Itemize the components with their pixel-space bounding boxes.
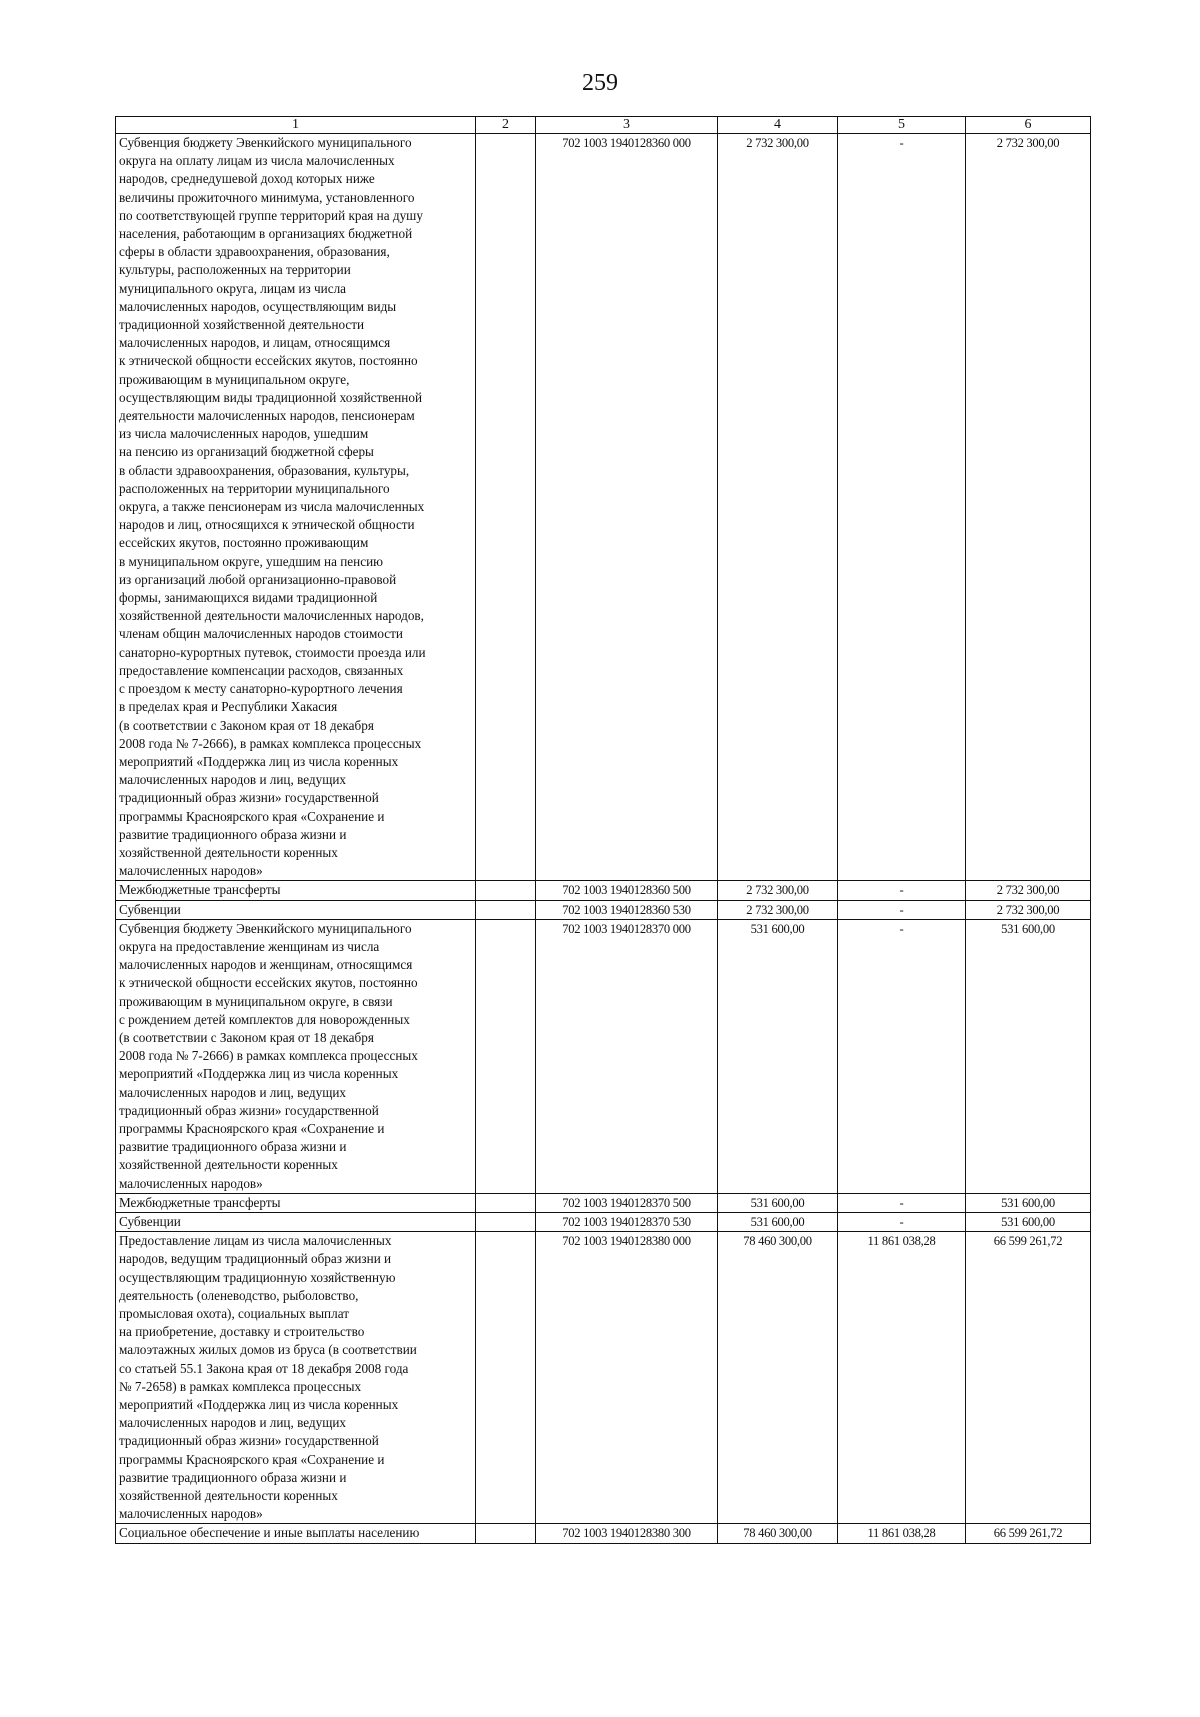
row-column-4-amount: 531 600,00 (718, 1193, 838, 1212)
row-column-2 (476, 1524, 536, 1543)
row-budget-code: 702 1003 1940128370 000 (536, 919, 718, 1193)
row-column-6-amount: 531 600,00 (966, 1212, 1091, 1231)
row-budget-code: 702 1003 1940128380 300 (536, 1524, 718, 1543)
table-row (116, 881, 1091, 900)
table-row (116, 1232, 1091, 1524)
row-column-4-amount: 2 732 300,00 (718, 900, 838, 919)
row-column-2 (476, 919, 536, 1193)
column-header-6: 6 (966, 117, 1091, 134)
column-header-5: 5 (838, 117, 966, 134)
row-column-5-amount: 11 861 038,28 (838, 1524, 966, 1543)
row-column-6-amount: 2 732 300,00 (966, 881, 1091, 900)
table-row (116, 134, 1091, 881)
row-column-4-amount: 78 460 300,00 (718, 1524, 838, 1543)
row-column-6-amount: 66 599 261,72 (966, 1232, 1091, 1524)
row-budget-code: 702 1003 1940128370 530 (536, 1212, 718, 1231)
row-description: Субвенции (116, 1212, 476, 1231)
row-column-2 (476, 1212, 536, 1231)
table-row (116, 1524, 1091, 1543)
row-column-2 (476, 900, 536, 919)
row-column-5-amount: - (838, 919, 966, 1193)
row-column-6-amount: 531 600,00 (966, 1193, 1091, 1212)
column-header-4: 4 (718, 117, 838, 134)
row-column-2 (476, 134, 536, 881)
row-column-5-amount: - (838, 1193, 966, 1212)
row-column-4-amount: 78 460 300,00 (718, 1232, 838, 1524)
table-header-row (116, 117, 1091, 134)
row-column-6-amount: 2 732 300,00 (966, 134, 1091, 881)
column-header-1: 1 (116, 117, 476, 134)
row-description: Социальное обеспечение и иные выплаты населению (116, 1524, 476, 1543)
row-budget-code: 702 1003 1940128370 500 (536, 1193, 718, 1212)
row-column-6-amount: 2 732 300,00 (966, 900, 1091, 919)
row-description: Субвенция бюджету Эвенкийского муниципального округа на оплату лицам из числа малочисленных народов, среднедушевой доход которых ниже величины прожиточного минимума, установленного по соответствующей группе территорий края на душу населения, работающим в организациях бюджетной сферы в области здравоохранения, образования, культуры, расположенных на территории муниципального округа, лицам из числа малочисленных народов, осуществляющим виды традиционной хозяйственной деятельности малочисленных народов, и лицам, относящимся к этнической общности ессейских якутов, постоянно проживающим в муниципальном округе, осуществляющим виды традиционной хозяйственной деятельности малочисленных народов, пенсионерам из числа малочисленных народов, ушедшим на пенсию из организаций бюджетной сферы в области здравоохранения, образования, культуры, расположенных на территории муниципального округа, а также пенсионерам из числа малочисленных народов и лиц, относящихся к этнической общности ессейских якутов, постоянно проживающим в муниципальном округе, ушедшим на пенсию из организаций любой организационно-правовой формы, занимающихся видами традиционной хозяйственной деятельности малочисленных народов, членам общин малочисленных народов стоимости санаторно-курортных путевок, стоимости проезда или предоставление компенсации расходов, связанных с проездом к месту санаторно-курортного лечения в пределах края и Республики Хакасия (в соответствии с Законом края от 18 декабря 2008 года № 7-2666), в рамках комплекса процессных мероприятий «Поддержка лиц из числа коренных малочисленных народов и лиц, ведущих традиционный образ жизни» государственной программы Красноярского края «Сохранение и развитие традиционного образа жизни и хозяйственной деятельности коренных малочисленных народов» (116, 134, 476, 881)
row-column-2 (476, 881, 536, 900)
column-header-2: 2 (476, 117, 536, 134)
row-column-4-amount: 2 732 300,00 (718, 134, 838, 881)
budget-table (115, 116, 1091, 1544)
row-column-5-amount: - (838, 1212, 966, 1231)
row-description: Межбюджетные трансферты (116, 1193, 476, 1212)
column-header-3: 3 (536, 117, 718, 134)
page-number: 259 (582, 70, 618, 96)
row-description: Предоставление лицам из числа малочисленных народов, ведущим традиционный образ жизни и осуществляющим традиционную хозяйственную деятельность (оленеводство, рыболовство, промысловая охота), социальных выплат на приобретение, доставку и строительство малоэтажных жилых домов из бруса (в соответствии со статьей 55.1 Закона края от 18 декабря 2008 года № 7-2658) в рамках комплекса процессных мероприятий «Поддержка лиц из числа коренных малочисленных народов и лиц, ведущих традиционный образ жизни» государственной программы Красноярского края «Сохранение и развитие традиционного образа жизни и хозяйственной деятельности коренных малочисленных народов» (116, 1232, 476, 1524)
row-column-4-amount: 2 732 300,00 (718, 881, 838, 900)
row-budget-code: 702 1003 1940128380 000 (536, 1232, 718, 1524)
table-row (116, 900, 1091, 919)
row-column-4-amount: 531 600,00 (718, 1212, 838, 1231)
row-column-4-amount: 531 600,00 (718, 919, 838, 1193)
table-row (116, 1193, 1091, 1212)
table-row (116, 919, 1091, 1193)
row-column-6-amount: 531 600,00 (966, 919, 1091, 1193)
row-description: Субвенции (116, 900, 476, 919)
row-description: Межбюджетные трансферты (116, 881, 476, 900)
row-column-5-amount: - (838, 881, 966, 900)
row-budget-code: 702 1003 1940128360 500 (536, 881, 718, 900)
row-column-5-amount: - (838, 900, 966, 919)
row-budget-code: 702 1003 1940128360 000 (536, 134, 718, 881)
row-column-5-amount: - (838, 134, 966, 881)
row-budget-code: 702 1003 1940128360 530 (536, 900, 718, 919)
table-row (116, 1212, 1091, 1231)
row-column-2 (476, 1232, 536, 1524)
row-column-2 (476, 1193, 536, 1212)
row-column-5-amount: 11 861 038,28 (838, 1232, 966, 1524)
row-description: Субвенция бюджету Эвенкийского муниципального округа на предоставление женщинам из числа малочисленных народов и женщинам, относящимся к этнической общности ессейских якутов, постоянно проживающим в муниципальном округе, в связи с рождением детей комплектов для новорожденных (в соответствии с Законом края от 18 декабря 2008 года № 7-2666) в рамках комплекса процессных мероприятий «Поддержка лиц из числа коренных малочисленных народов и лиц, ведущих традиционный образ жизни» государственной программы Красноярского края «Сохранение и развитие традиционного образа жизни и хозяйственной деятельности коренных малочисленных народов» (116, 919, 476, 1193)
row-column-6-amount: 66 599 261,72 (966, 1524, 1091, 1543)
